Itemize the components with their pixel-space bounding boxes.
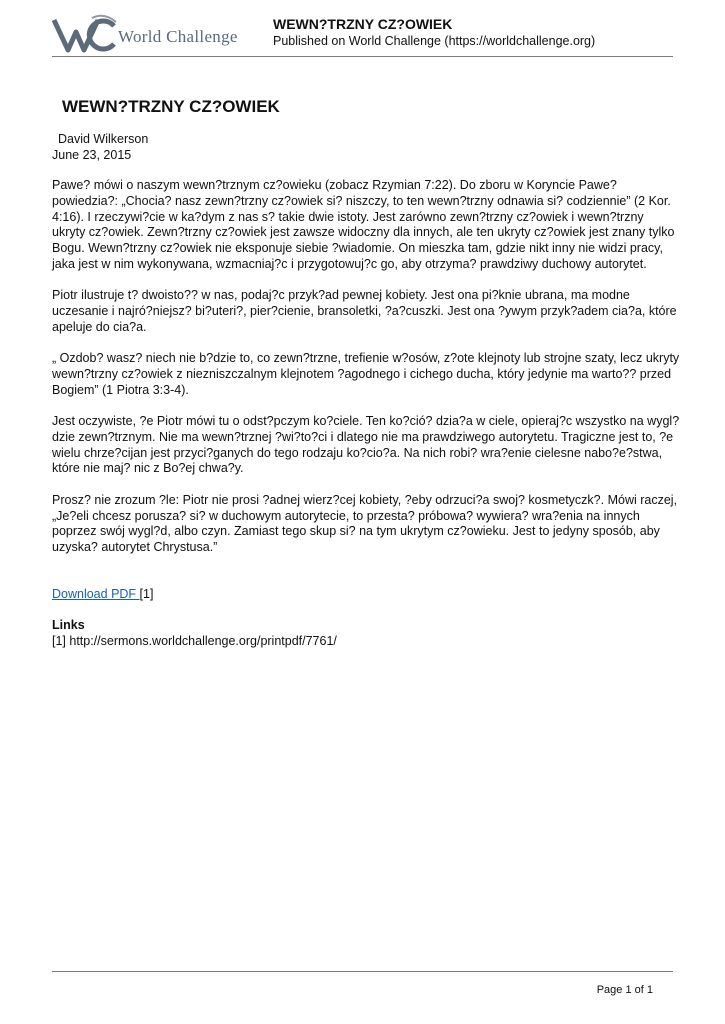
page-header (52, 10, 673, 57)
article-meta (52, 131, 148, 163)
paragraph: Prosz? nie zrozum ?le: Piotr nie prosi ?adnej wierz?cej kobiety, ?eby odrzuci?a swoj? kosmetyczk?. Mówi raczej, „Je?eli chcesz porusza? si? w duchowym autorytecie, to przesta? próbowa? wywiera? wra?enia na innych poprzez swój wygl?d, albo czyn. Zamiast tego skup si? na tym ukrytym cz?owieku. Jest to jedyny sposób, aby uzyska? autorytet Chrystusa.” (52, 492, 678, 555)
download-ref: [1] (139, 587, 154, 601)
paragraph: Piotr ilustruje t? dwoisto?? w nas, podaj?c przyk?ad pewnej kobiety. Jest ona pi?knie ubrana, ma modne uczesanie i najró?niejsz? bi?uteri?, pier?cienie, bransoletki, ?a?cuszki. Jest ona ?ywym przyk?adem cia?a, które apeluje do cia?a. (52, 288, 677, 334)
link-item[interactable]: [1] http://sermons.worldchallenge.org/printpdf/7761/ (52, 634, 337, 648)
links-heading: Links (52, 618, 85, 632)
download-section (52, 587, 153, 601)
page-number: Page 1 of 1 (596, 984, 653, 996)
paragraph: Pawe? mówi o naszym wewn?trznym cz?owieku (zobacz Rzymian 7:22). Do zboru w Koryncie Pawe? powiedzia?: „Chocia? nasz zewn?trzny cz?owiek si? niszczy, to ten wewn?trzny odnawia si? codziennie” (2 Kor. 4:16). I rzeczywi?cie w ka?dym z nas s? takie dwie istoty. Jest zarówno zewn?trzny cz?owiek i wewn?trzny ukryty cz?owiek. Zewn?trzny cz?owiek jest zawsze widoczny dla innych, ale ten ukryty cz?owiek jest znany tylko Bogu. Wewn?trzny cz?owiek nie eksponuje siebie ?wiadomie. On mieszka tam, gdzie nikt inny nie widzi pracy, jaka jest w nim wykonywana, wzmacniaj?c i przygotowuj?c go, aby otrzyma? prawdziwy duchowy autorytet. (52, 178, 675, 271)
header-title: WEWN?TRZNY CZ?OWIEK (273, 16, 453, 32)
download-pdf-link[interactable]: Download PDF (52, 587, 140, 601)
article-body (52, 178, 680, 571)
date: June 23, 2015 (52, 148, 132, 162)
logo-text: World Challenge (118, 27, 238, 46)
author: David Wilkerson (58, 132, 149, 146)
world-challenge-logo (52, 14, 257, 54)
paragraph: „ Ozdob? wasz? niech nie b?dzie to, co zewn?trzne, trefienie w?osów, z?ote klejnoty lub strojne szaty, lecz ukryty wewn?trzny cz?owiek z niezniszczalnym klejnotem ?agodnego i cichego ducha, który jedynie ma warto?? przed Bogiem” (1 Piotra 3:3-4). (52, 351, 680, 397)
footer-divider (52, 971, 673, 972)
world-challenge-logo-icon (52, 14, 120, 54)
paragraph: Jest oczywiste, ?e Piotr mówi tu o odst?pczym ko?ciele. Ten ko?ció? dzia?a w ciele, opieraj?c wszystko na wygl?dzie zewn?trznym. Nie ma wewn?trznej ?wi?to?ci i dlatego nie ma prawdziwego autorytetu. Tragiczne jest to, ?e wielu chrze?cijan jest przyci?ganych do tego rodzaju ko?cio?a. Na nich robi? wra?enie cielesne nabo?e?stwa, które nie maj? nic z Bo?ej chwa?y. (52, 414, 680, 476)
page-title: WEWN?TRZNY CZ?OWIEK (62, 97, 280, 116)
header-subtitle: Published on World Challenge (https://worldchallenge.org) (273, 34, 596, 48)
